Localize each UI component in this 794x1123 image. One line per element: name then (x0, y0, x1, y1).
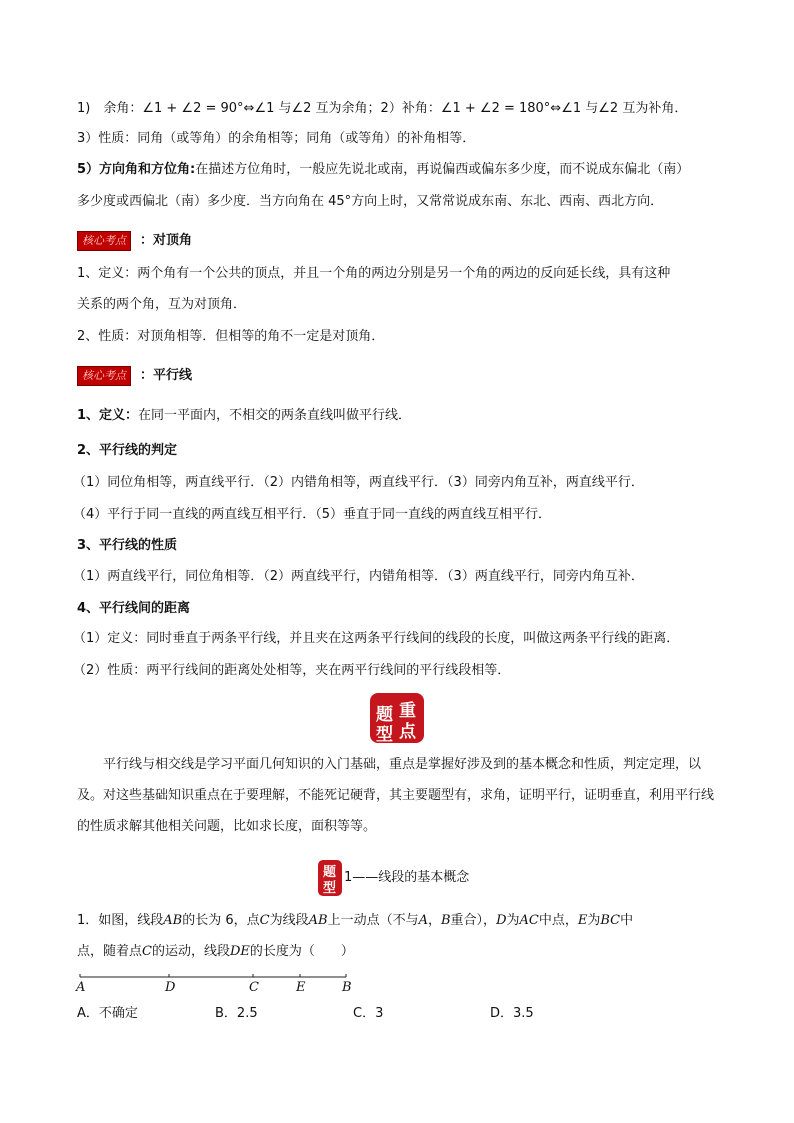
point-label-C: C (249, 980, 259, 995)
seal-char-4: 点 (399, 722, 416, 742)
q1-text: 1．如图，线段 (77, 913, 164, 928)
key-question-types-seal (370, 693, 424, 743)
direction-angle-heading: 5）方向角和方位角: (77, 162, 196, 177)
parallel-definition-label: 1、定义： (77, 408, 139, 423)
angle-property-line: 3）性质：同角（或等角）的余角相等；同角（或等角）的补角相等． (77, 131, 476, 146)
vertical-angles-definition-1: 1、定义：两个角有一个公共的顶点，并且一个角的两边分别是另一个角的两边的反向延长线，具有这种 (77, 266, 671, 281)
q1-text: 为线段 (269, 913, 309, 928)
q1-text: 中 (620, 913, 634, 928)
point-label-E: E (296, 980, 306, 995)
parallel-judgement-2: （4）平行于同一直线的两直线互相平行．（5）垂直于同一直线的两直线互相平行． (73, 507, 552, 522)
parallel-judgement-1: （1）同位角相等，两直线平行．（2）内错角相等，两直线平行．（3）同旁内角互补，两直线平行． (73, 475, 644, 490)
vertical-angles-title: ：对顶角 (140, 233, 193, 248)
parallel-distance-1: （1）定义：同时垂直于两条平行线，并且夹在这两条平行线间的线段的长度，叫做这两条平行线的距离． (73, 631, 680, 646)
q1-text: 为 (587, 913, 601, 928)
option-d[interactable]: D．3.5 (490, 1006, 534, 1021)
parallel-definition (77, 406, 411, 426)
parallel-definition-text: 在同一平面内，不相交的两条直线叫做平行线． (138, 408, 412, 423)
question-1-line-2 (77, 942, 354, 962)
q1-var: D (496, 913, 507, 928)
q1-text: 上一动点（不与 (327, 913, 419, 928)
complementary-supplementary-line: 1) 余角：∠1 + ∠2 = 90°⇔∠1 与∠2 互为余角；2）补角：∠1 + ∠2 = 180°⇔∠1 与∠2 互为补角． (77, 101, 688, 116)
q1-var: B (440, 913, 451, 928)
q1-text: 中点， (538, 913, 578, 928)
q1-text: 的长为 6，点 (182, 913, 260, 928)
q1-var: AB (308, 913, 328, 928)
segment-diagram (70, 966, 370, 1000)
option-a[interactable]: A．不确定 (77, 1006, 138, 1021)
q1-var: BC (600, 913, 621, 928)
question-type-badge (318, 860, 342, 896)
option-b[interactable]: B．2.5 (215, 1006, 258, 1021)
intro-paragraph: 平行线与相交线是学习平面几何知识的入门基础，重点是掌握好涉及到的基本概念和性质，判定定理，以及。对这些基础知识重点在于要理解，不能死记硬背，其主要题型有，求角，证明平行，证明垂直，利用平行线的性质求解其他相关问题，比如求长度，面积等等。 (77, 757, 715, 834)
core-point-tag: 核心考点 (77, 231, 131, 251)
seal-char-1: 题 (376, 705, 393, 725)
q1-text: 的运动，线段 (151, 944, 230, 959)
parallel-property-title: 3、平行线的性质 (77, 538, 178, 553)
q1-text: ， (427, 913, 441, 928)
seal-char-2: 重 (399, 701, 416, 721)
vertical-angles-property: 2、性质：对顶角相等．但相等的角不一定是对顶角． (77, 329, 385, 344)
direction-angle-line-2: 多少度或西偏北（南）多少度．当方向角在 45°方向上时，又常常说成东南、东北、西南、西北方向． (77, 194, 664, 209)
q1-text: 点，随着点 (77, 944, 143, 959)
seal-char-3: 型 (376, 725, 393, 745)
option-c[interactable]: C．3 (353, 1006, 384, 1021)
q1-var: C (142, 944, 152, 959)
vertical-angles-definition-2: 关系的两个角，互为对顶角． (77, 297, 247, 312)
q1-var: A (418, 913, 428, 928)
point-label-B: B (342, 980, 352, 995)
q1-var: C (259, 913, 270, 928)
q1-var: AB (163, 913, 183, 928)
question-type-1-title: 1——线段的基本概念 (344, 870, 470, 885)
core-point-tag-2: 核心考点 (77, 366, 131, 386)
q1-text: 的长度为（ ） (249, 944, 354, 959)
point-label-D: D (165, 980, 176, 995)
q1-text: 重合）， (450, 913, 497, 928)
parallel-distance-2: （2）性质：两平行线间的距离处处相等，夹在两平行线间的平行线段相等． (73, 663, 511, 678)
direction-angle-text: 在描述方位角时，一般应先说北或南，再说偏西或偏东多少度，而不说成东偏北（南） (195, 162, 690, 177)
question-1-line-1 (77, 911, 633, 931)
q1-text: 为 (506, 913, 520, 928)
direction-angle-line-1 (77, 160, 689, 180)
q1-var: E (577, 913, 588, 928)
badge-char-2: 型 (323, 881, 337, 896)
badge-char-1: 题 (323, 865, 337, 880)
parallel-property-1: （1）两直线平行，同位角相等．（2）两直线平行，内错角相等．（3）两直线平行，同旁内角互补． (73, 569, 644, 584)
parallel-lines-title: ：平行线 (140, 368, 193, 383)
point-label-A: A (76, 980, 86, 995)
q1-var: DE (229, 944, 250, 959)
parallel-distance-title: 4、平行线间的距离 (77, 601, 191, 616)
parallel-judgement-title: 2、平行线的判定 (77, 443, 178, 458)
q1-var: AC (519, 913, 539, 928)
